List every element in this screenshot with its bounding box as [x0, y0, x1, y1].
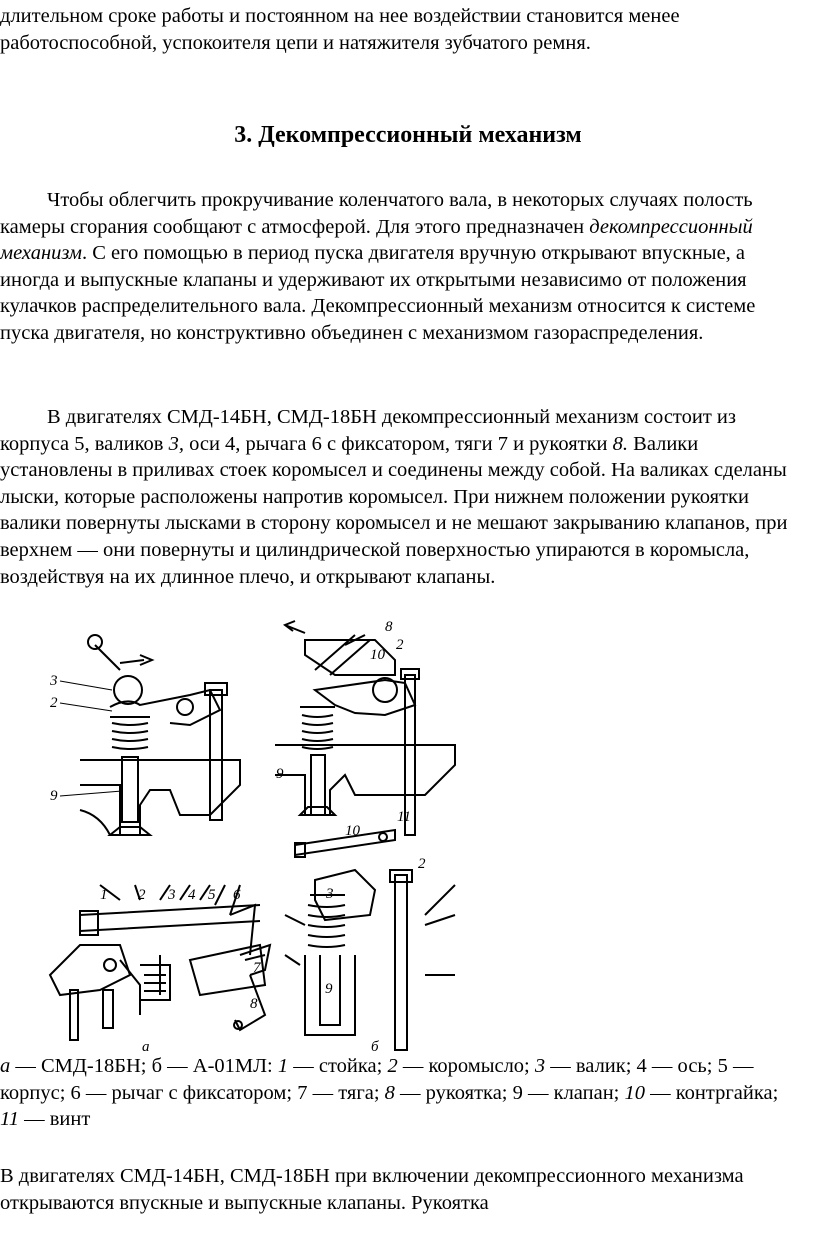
decompression-mechanism-figure: [40, 615, 470, 1055]
label-a-8: 8: [250, 996, 258, 1012]
figure-panel-b-bottom: [285, 830, 455, 1050]
label-a-3b: 3: [168, 887, 176, 903]
caption-n11: 11: [0, 1108, 19, 1131]
label-b-3: 3: [326, 886, 334, 902]
caption-n3: 3: [534, 1055, 546, 1077]
label-a-4: 4: [188, 887, 196, 903]
caption-text-4: — валик; 4 — ось; 5 — корпус; 6 — рычаг с фиксатором; 7 — тяга;: [0, 1055, 754, 1104]
figure-panel-b-top: [275, 621, 455, 835]
caption-text-5: — рукоятка; 9 — клапан;: [394, 1081, 625, 1104]
label-a-2: 2: [50, 695, 58, 711]
label-b-11: 11: [397, 809, 411, 825]
label-b-8: 8: [385, 619, 393, 635]
paragraph-2-text-a: В двигателях СМД-14БН, СМД-18БН декомпрессионный механизм состоит из корпуса 5, валиков: [0, 406, 736, 455]
paragraph-2-text-c: Валики установлены в приливах стоек коромысел и соединены между собой. На валиках сделаны лыски, которые расположены напротив коромысел. При нижнем положении рукоятки валики повернуты лысками в сторону коромысел и не мешают закрыванию клапанов, при верхнем — они повернуты и цилиндрической поверхностью упираются в коромысла, воздействуя на их длинное плечо, и открывают клапаны.: [0, 432, 788, 588]
figure-panel-a-top: [80, 635, 240, 835]
caption-n2: 2: [387, 1055, 398, 1077]
caption-text-1: — СМД-18БН; б — А-01МЛ:: [10, 1055, 278, 1077]
paragraph-2-italic-3: 3,: [168, 432, 184, 455]
label-a-7: 7: [253, 960, 261, 976]
caption-n8: 8: [384, 1081, 395, 1104]
paragraph-2-text-b: оси 4, рычага 6 с фиксатором, тяги 7 и рукоятки: [183, 432, 613, 455]
label-b-2b: 2: [418, 856, 426, 872]
section-heading: 3. Декомпрессионный механизм: [234, 122, 582, 148]
label-a-2b: 2: [138, 887, 146, 903]
paragraph-1-text-a: Чтобы облегчить прокручивание коленчатого вала, в некоторых случаях полость камеры сгорания сообщают с атмосферой. Для этого предназначен: [0, 189, 753, 238]
label-subfigure-a: а: [142, 1039, 150, 1055]
caption-n1: 1: [277, 1055, 289, 1077]
label-a-9: 9: [50, 788, 58, 804]
caption-n10: 10: [624, 1081, 646, 1104]
figure-caption: [0, 1053, 800, 1133]
caption-text-6: — контргайка;: [645, 1081, 779, 1104]
caption-text-2: — стойка;: [288, 1055, 388, 1077]
caption-text-7: — винт: [18, 1108, 91, 1131]
closing-paragraph: В двигателях СМД-14БН, СМД-18БН при включении декомпрессионного механизма открываются впускные и выпускные клапаны. Рукоятка: [0, 1165, 744, 1214]
label-b-9b: 9: [325, 981, 333, 997]
paragraph-2: [0, 404, 800, 590]
label-b-10: 10: [370, 647, 385, 663]
paragraph-2-italic-8: 8.: [612, 432, 629, 455]
term-decompression: декомпрессионный механизм: [0, 215, 753, 265]
label-a-6: 6: [233, 887, 241, 903]
figure-panel-a-bottom: [50, 885, 270, 1040]
label-b-2: 2: [396, 637, 404, 653]
label-a-1: 1: [100, 887, 108, 903]
paragraph-1: [0, 187, 800, 347]
intro-text: длительном сроке работы и постоянном на нее воздействии становится менее работоспособной, успокоителя цепи и натяжителя зубчатого ремня.: [0, 5, 680, 54]
label-b-10b: 10: [345, 823, 360, 839]
paragraph-1-text-b: . С его помощью в период пуска двигателя вручную открывают впускные, а иногда и выпускные клапаны и удерживают их открытыми независимо от положения кулачков распределительного вала. Декомпрессионный механизм относится к системе пуска двигателя, но конструктивно объединен с механизмом газораспределения.: [0, 242, 756, 344]
label-b-9: 9: [276, 766, 284, 782]
label-subfigure-b: б: [371, 1039, 379, 1055]
label-a-5: 5: [208, 887, 216, 903]
caption-a: а: [0, 1055, 11, 1077]
label-a-3: 3: [50, 673, 58, 689]
caption-text-3: — коромысло;: [397, 1055, 535, 1077]
